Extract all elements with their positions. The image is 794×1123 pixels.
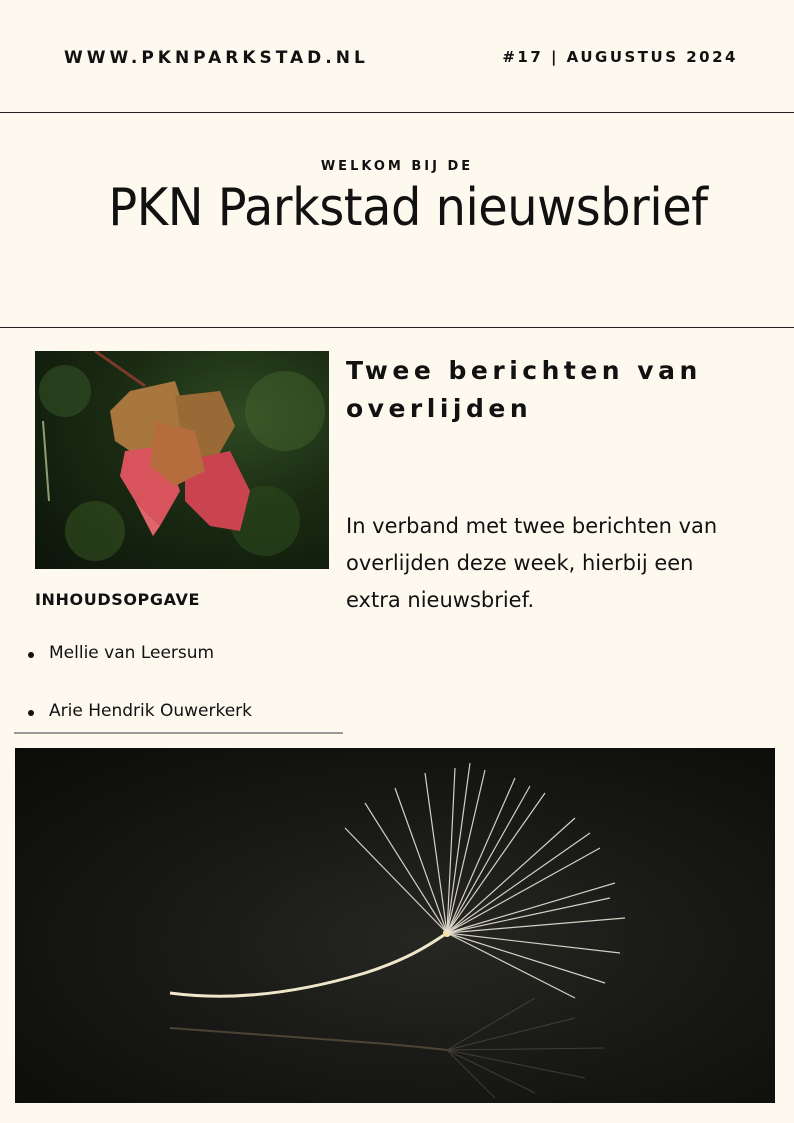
- toc-item[interactable]: [24, 643, 252, 701]
- masthead-divider: [0, 327, 794, 328]
- dandelion-seed-photo: [15, 748, 775, 1103]
- toc-list: [24, 643, 252, 759]
- toc-divider: [14, 732, 343, 734]
- bullet-icon: [28, 710, 34, 716]
- bullet-icon: [28, 652, 34, 658]
- toc-item-label: Mellie van Leersum: [49, 643, 215, 663]
- issue-label: #17 | AUGUSTUS 2024: [502, 48, 738, 66]
- newsletter-title: PKN Parkstad nieuwsbrief: [108, 178, 708, 238]
- website-url: WWW.PKNPARKSTAD.NL: [64, 48, 369, 68]
- header-divider: [0, 112, 794, 113]
- article-title: Twee berichten van overlijden: [346, 356, 702, 423]
- article-body: In verband met twee berichten van overlijden deze week, hierbij een extra nieuwsbrief.: [346, 514, 718, 612]
- autumn-leaf-photo: [35, 351, 329, 569]
- toc-item-label: Arie Hendrik Ouwerkerk: [49, 701, 253, 721]
- welcome-label: WELKOM BIJ DE: [320, 159, 474, 174]
- toc-heading: INHOUDSOPGAVE: [35, 590, 201, 609]
